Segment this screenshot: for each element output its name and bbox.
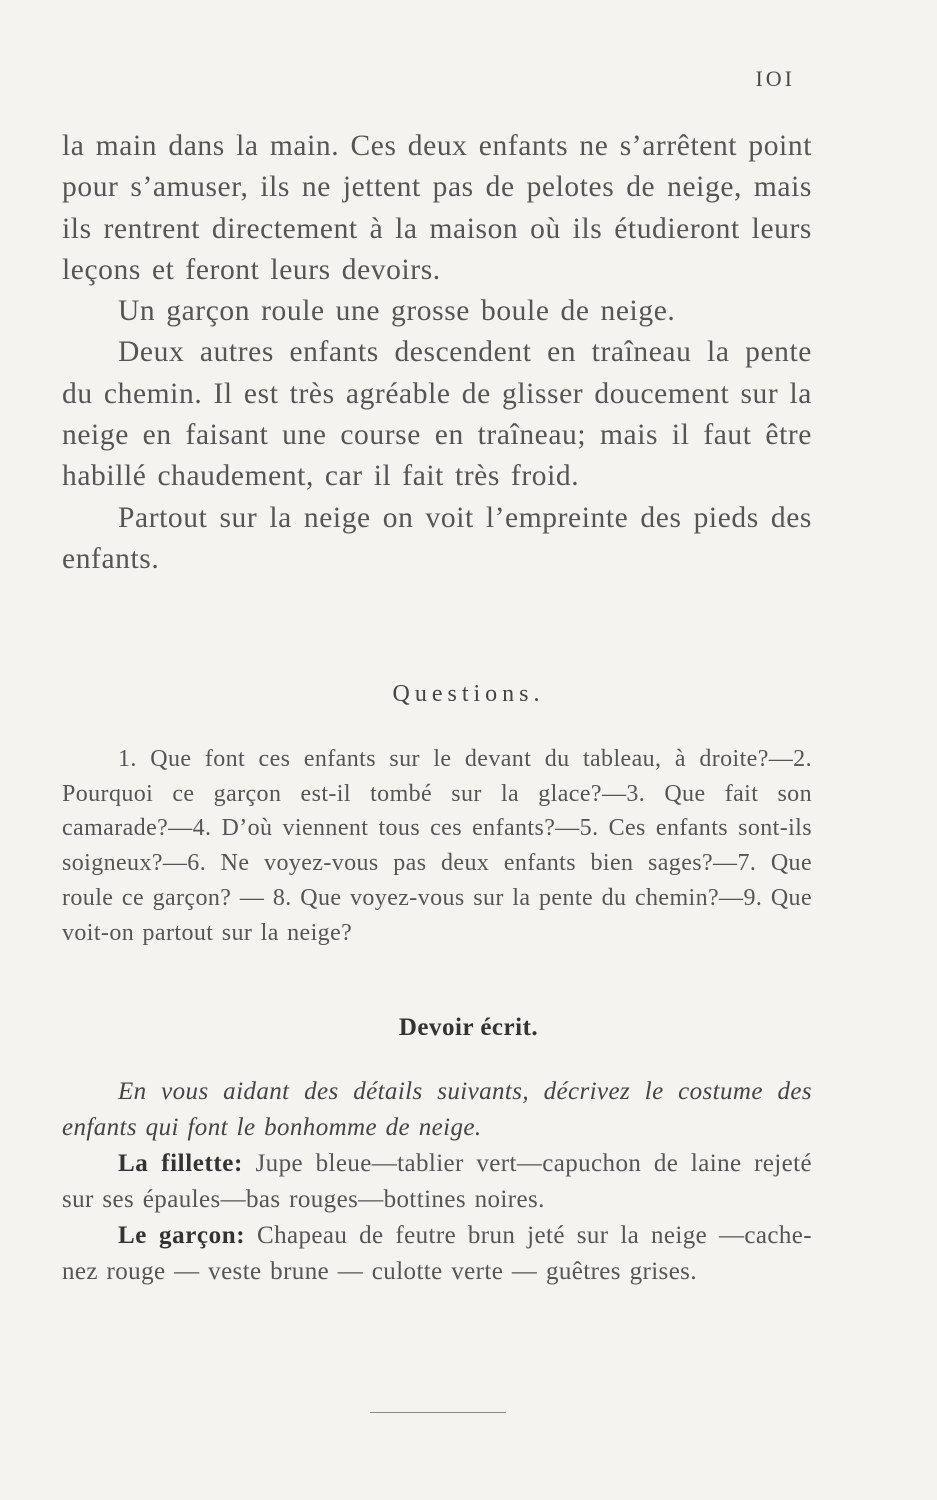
- fillette-text: Jupe bleue—tablier vert—capuchon de laine rejeté sur ses épaules—bas rouges—bottines noires.: [62, 1150, 812, 1213]
- devoir-heading: Devoir écrit.: [398, 1014, 539, 1041]
- garcon-paragraph: [62, 1218, 812, 1290]
- devoir-section: [62, 1074, 812, 1290]
- end-rule: [370, 1412, 506, 1413]
- paragraph-4: Partout sur la neige on voit l’empreinte des pieds des enfants.: [62, 501, 812, 575]
- paragraph-3: Deux autres enfants descendent en traîneau la pente du chemin. Il est très agréable de glisser doucement sur la neige en faisant une course en traîneau; mais il faut être habillé chaudement, car il fait très froid.: [62, 336, 812, 493]
- questions-text: 1. Que font ces enfants sur le devant du tableau, à droite?—2. Pourquoi ce garçon est-il tombé sur la glace?—3. Que fait son camarade?—4. D’où viennent tous ces enfants?—5. Ces enfants sont-ils soigneux?—6. Ne voyez-vous pas deux enfants bien sages?—7. Que roule ce garçon? — 8. Que voyez-vous sur la pente du chemin?—9. Que voit-on partout sur la neige?: [62, 746, 812, 946]
- devoir-instruction: En vous aidant des détails suivants, décrivez le costume des enfants qui font le bonhomme de neige.: [62, 1078, 812, 1141]
- paragraph-2: Un garçon roule une grosse boule de neige.: [118, 295, 676, 328]
- paragraph-1: la main dans la main. Ces deux enfants ne s’arrêtent point pour s’amuser, ils ne jettent pas de pelotes de neige, mais ils rentrent directement à la maison où ils étudieront leurs leçons et feront leurs devoirs.: [62, 130, 812, 286]
- fillette-label: La fillette:: [118, 1150, 243, 1177]
- questions-heading: Questions.: [392, 681, 545, 707]
- fillette-paragraph: [62, 1146, 812, 1218]
- main-text: [62, 126, 812, 580]
- garcon-text: Chapeau de feutre brun jeté sur la neige —cache-nez rouge — veste brune — culotte verte — guêtres grises.: [62, 1222, 813, 1285]
- garcon-label: Le garçon:: [118, 1222, 246, 1249]
- page-number: IOI: [755, 66, 795, 91]
